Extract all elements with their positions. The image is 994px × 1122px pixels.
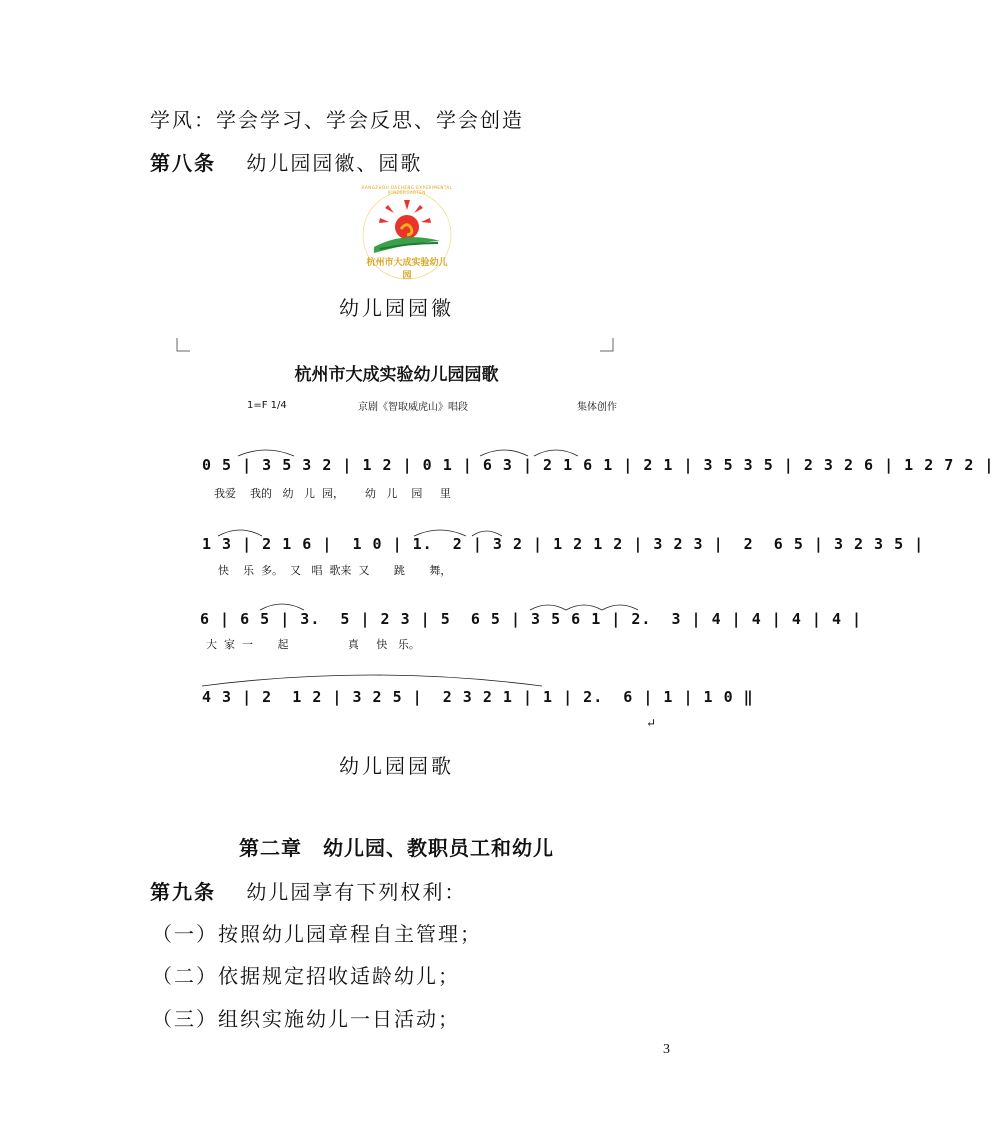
song-caption: 幼儿园园歌 bbox=[339, 754, 454, 778]
song-title: 杭州市大成实验幼儿园园歌 bbox=[294, 365, 499, 385]
right-item-1: （一）按照幼儿园章程自主管理； bbox=[152, 922, 482, 946]
score-row-2-notes: 1 3 | 2 1 6 | 1 0 | 1. 2 | 3 2 | 1 2 1 2 | 3 2 3 | 2 6 5 | 3 2 3 5 | bbox=[202, 535, 925, 553]
score-row-4-notes: 4 3 | 2 1 2 | 3 2 5 | 2 3 2 1 | 1 | 2. 6 | 1 | 1 0 ‖ bbox=[202, 688, 754, 706]
article-8-text: 幼儿园园徽、园歌 bbox=[246, 151, 423, 175]
page-number: 3 bbox=[663, 1042, 670, 1057]
crop-mark-top-right-icon bbox=[600, 338, 614, 352]
article-9-label: 第九条 bbox=[150, 880, 216, 904]
article-8-heading bbox=[150, 147, 422, 176]
song-key: 1=F 1/4 bbox=[247, 400, 287, 411]
score-row-1-notes: 0 5 | 3 5 3 2 | 1 2 | 0 1 | 6 3 | 2 1 6 1 | 2 1 | 3 5 3 5 | 2 3 2 6 | 1 2 7 2 | bbox=[202, 456, 994, 474]
score-row-2-lyrics: 快 乐 多。 又 唱 歌来 又 跳 舞， bbox=[218, 564, 452, 577]
score-row-3-notes: 6 | 6 5 | 3. 5 | 2 3 | 5 6 5 | 3 5 6 1 | 2. 3 | 4 | 4 | 4 | 4 | bbox=[200, 610, 863, 628]
crop-mark-top-left-icon bbox=[176, 338, 190, 352]
score-row-1-lyrics: 我爱 我的 幼 儿 园， 幼 儿 园 里 bbox=[214, 487, 451, 500]
emblem-caption: 幼儿园园徽 bbox=[339, 296, 454, 320]
emblem-arc-text: HANGZHOU DACHENG EXPERIMENTAL KINDERGARTEN bbox=[361, 185, 453, 195]
score-row-3-lyrics: 大 家 一 起 真 快 乐。 bbox=[206, 638, 420, 651]
article-9-heading bbox=[150, 876, 466, 905]
right-item-3: （三）组织实施幼儿一日活动； bbox=[152, 1007, 460, 1031]
article-9-text: 幼儿园享有下列权利： bbox=[246, 880, 467, 904]
song-source: 京剧《智取威虎山》唱段 bbox=[358, 402, 468, 413]
study-style-line: 学风：学会学习、学会反思、学会创造 bbox=[150, 108, 524, 132]
chapter-2-title: 第二章 幼儿园、教职员工和幼儿 bbox=[239, 836, 554, 860]
article-8-label: 第八条 bbox=[150, 151, 216, 175]
emblem-chinese-text: 杭州市大成实验幼儿园 bbox=[366, 258, 448, 281]
right-item-2: （二）依据规定招收适龄幼儿； bbox=[152, 964, 460, 988]
slur-marks-row-4 bbox=[198, 668, 548, 688]
song-author: 集体创作 bbox=[577, 402, 617, 413]
kindergarten-emblem bbox=[352, 185, 462, 295]
paragraph-mark-icon: ↵ bbox=[646, 716, 657, 730]
